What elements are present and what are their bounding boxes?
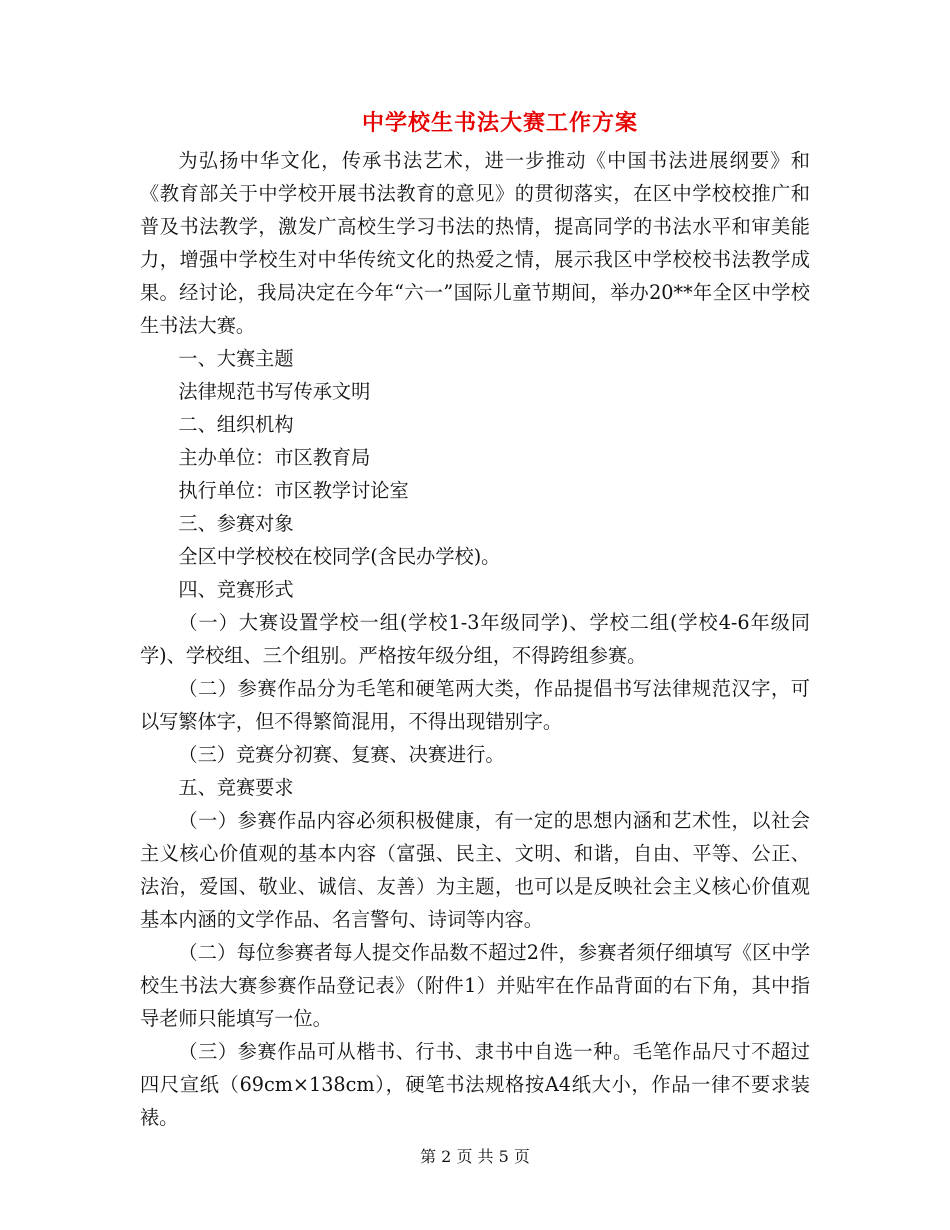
section-heading-organization: 二、组织机构 (178, 413, 294, 436)
format-item-3: （三）竞赛分初赛、复赛、决赛进行。 (178, 743, 505, 766)
section-heading-theme: 一、大赛主题 (178, 347, 294, 370)
document-body (140, 144, 810, 1134)
requirement-item-1: （一）参赛作品内容必须积极健康，有一定的思想内涵和艺术性，以社会主义核心价值观的基本内容（富强、民主、文明、和谐，自由、平等、公正、法治，爱国、敬业、诚信、友善）为主题，也可以是反映社会主义核心价值观基本内涵的文学作品、名言警句、诗词等内容。 (140, 809, 810, 931)
requirement-item-3: （三）参赛作品可从楷书、行书、隶书中自选一种。毛笔作品尺寸不超过四尺宣纸（69cm×138cm），硬笔书法规格按A4纸大小，作品一律不要求装裱。 (140, 1040, 810, 1129)
executing-unit: 执行单位：市区教学讨论室 (178, 479, 409, 502)
participants-text: 全区中学校校在校同学(含民办学校)。 (178, 545, 501, 568)
section-heading-format: 四、竞赛形式 (178, 578, 294, 601)
format-item-2: （二）参赛作品分为毛笔和硬笔两大类，作品提倡书写法律规范汉字，可以写繁体字，但不得繁简混用，不得出现错别字。 (140, 677, 810, 733)
host-unit: 主办单位：市区教育局 (178, 446, 371, 469)
page-number-footer: 第 2 页 共 5 页 (420, 1147, 530, 1166)
intro-paragraph: 为弘扬中华文化，传承书法艺术，进一步推动《中国书法进展纲要》和《教育部关于中学校开展书法教育的意见》的贯彻落实，在区中学校校推广和普及书法教学，激发广高校生学习书法的热情，提高同学的书法水平和审美能力，增强中学校生对中华传统文化的热爱之情，展示我区中学校校书法教学成果。经讨论，我局决定在今年“六一”国际儿童节期间，举办20**年全区中学校生书法大赛。 (140, 149, 810, 337)
section-heading-requirements: 五、竞赛要求 (178, 776, 294, 799)
section-heading-participants: 三、参赛对象 (178, 512, 294, 535)
document-title: 中学校生书法大赛工作方案 (361, 110, 638, 136)
theme-text: 法律规范书写传承文明 (178, 380, 371, 403)
format-item-1: （一）大赛设置学校一组(学校1-3年级同学)、学校二组(学校4-6年级同学)、学校组、三个组别。严格按年级分组，不得跨组参赛。 (140, 611, 810, 667)
requirement-item-2: （二）每位参赛者每人提交作品数不超过2件，参赛者须仔细填写《区中学校生书法大赛参赛作品登记表》（附件1）并贴牢在作品背面的右下角，其中指导老师只能填写一位。 (140, 941, 810, 1030)
